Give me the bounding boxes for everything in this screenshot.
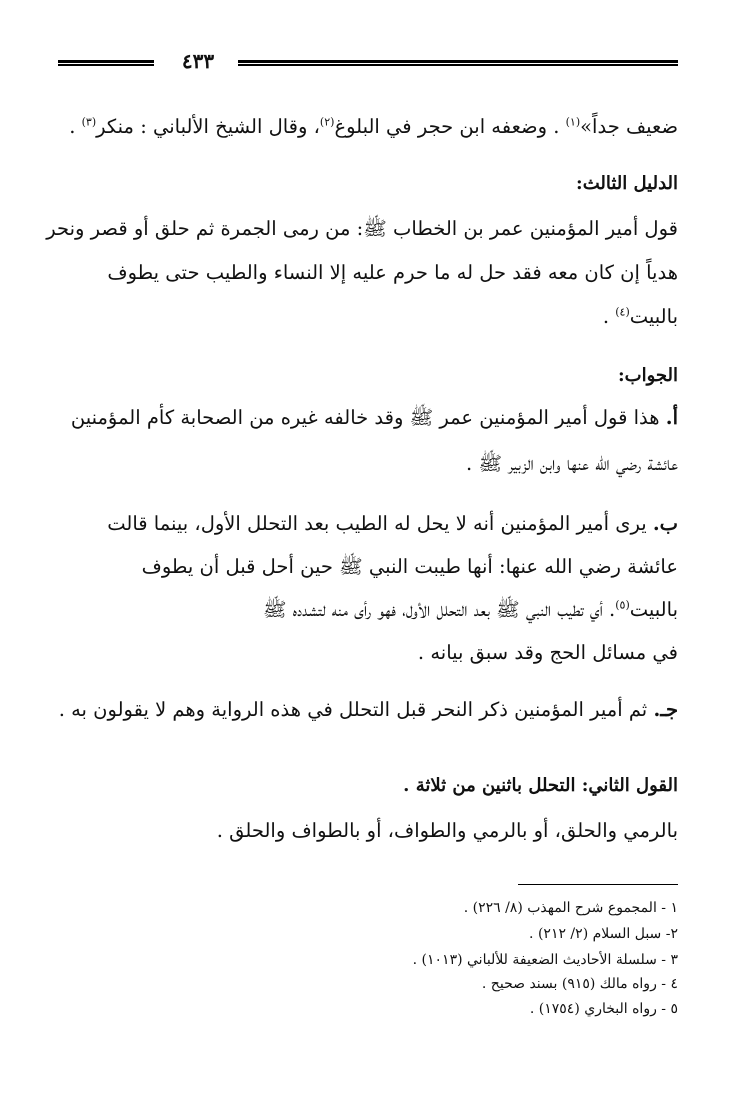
section-heading-second-opinion: القول الثاني: التحلل باثنين من ثلاثة . <box>403 775 678 796</box>
footnote-separator <box>518 884 678 885</box>
second-opinion-line-1: بالرمي والحلق، أو بالرمي والطواف، أو بالطواف والحلق . <box>216 819 678 842</box>
answer-a-line-2: عائشة رضي الله عنها وابن الزبير ﷺ . <box>466 452 678 475</box>
continuation-line <box>69 113 678 141</box>
item-marker-a: أ. <box>665 406 678 429</box>
footnote-ref-5[interactable]: (٥) <box>615 598 630 612</box>
evidence3-line-3 <box>72 303 678 331</box>
footnote-ref-4[interactable]: (٤) <box>615 305 630 319</box>
answer-a-line-1 <box>72 404 678 432</box>
text-span: بالبيت <box>629 598 678 621</box>
answer-b-line-1 <box>72 510 678 538</box>
text-span: ضعيف جداً» <box>580 115 678 138</box>
page-header <box>58 49 678 73</box>
answer-b-line-2: عائشة رضي الله عنها: أنها طيبت النبي ﷺ حين أحل قبل أن يطوف <box>141 555 678 578</box>
evidence3-line-1: قول أمير المؤمنين عمر بن الخطاب ﷺ: من رمى الجمرة ثم حلق أو قصر ونحر <box>46 217 678 240</box>
answer-c-line-1 <box>58 696 678 724</box>
footnote-5: ٥ - رواه البخاري (١٧٥٤) . <box>529 1001 678 1017</box>
footnote-ref-2[interactable]: (٢) <box>319 115 335 129</box>
text-span: . وضعفه ابن حجر في البلوغ <box>334 115 566 138</box>
text-span: . <box>602 305 616 328</box>
evidence3-line-2: هدياً إن كان معه فقد حل له ما حرم عليه إلا النساء والطيب حتى يطوف <box>107 261 678 284</box>
text-span: ثم أمير المؤمنين ذكر النحر قبل التحلل في هذه الرواية وهم لا يقولون به . <box>58 698 654 721</box>
text-span: ، وقال الشيخ الألباني : منكر <box>96 115 320 138</box>
answer-b-line-3 <box>72 596 678 624</box>
footnote-2: ٢- سبل السلام (٢/ ٢١٢) . <box>529 926 678 942</box>
footnote-4: ٤ - رواه مالك (٩١٥) بسند صحيح . <box>481 976 678 992</box>
header-rule-right <box>238 60 678 66</box>
text-span: يرى أمير المؤمنين أنه لا يحل له الطيب بعد التحلل الأول، بينما قالت <box>107 512 653 535</box>
item-marker-b: ب. <box>652 512 678 535</box>
footnote-ref-1[interactable]: (١) <box>565 115 581 129</box>
footnote-1: ١ - المجموع شرح المهذب (٨/ ٢٢٦) . <box>463 900 678 916</box>
section-heading-evidence3: الدليل الثالث: <box>576 173 678 194</box>
section-heading-answer: الجواب: <box>618 365 678 386</box>
text-span: بالبيت <box>629 305 678 328</box>
header-rule-left <box>58 60 154 66</box>
answer-b-line-4: في مسائل الحج وقد سبق بيانه . <box>417 641 678 664</box>
footnote-ref-3[interactable]: (٣) <box>81 115 97 129</box>
text-span: . <box>69 115 82 138</box>
footnote-3: ٣ - سلسلة الأحاديث الضعيفة للألباني (١٠١٣) . <box>412 952 678 968</box>
item-marker-c: جـ. <box>653 698 678 721</box>
text-span: هذا قول أمير المؤمنين عمر ﷺ وقد خالفه غيره من الصحابة كأم المؤمنين <box>70 406 666 429</box>
text-span: . أي تطيب النبي ﷺ بعد التحلل الأول، فهو رأى منه لتشدده ﷺ <box>263 598 616 621</box>
page-number: ٤٣٣ <box>181 49 215 73</box>
